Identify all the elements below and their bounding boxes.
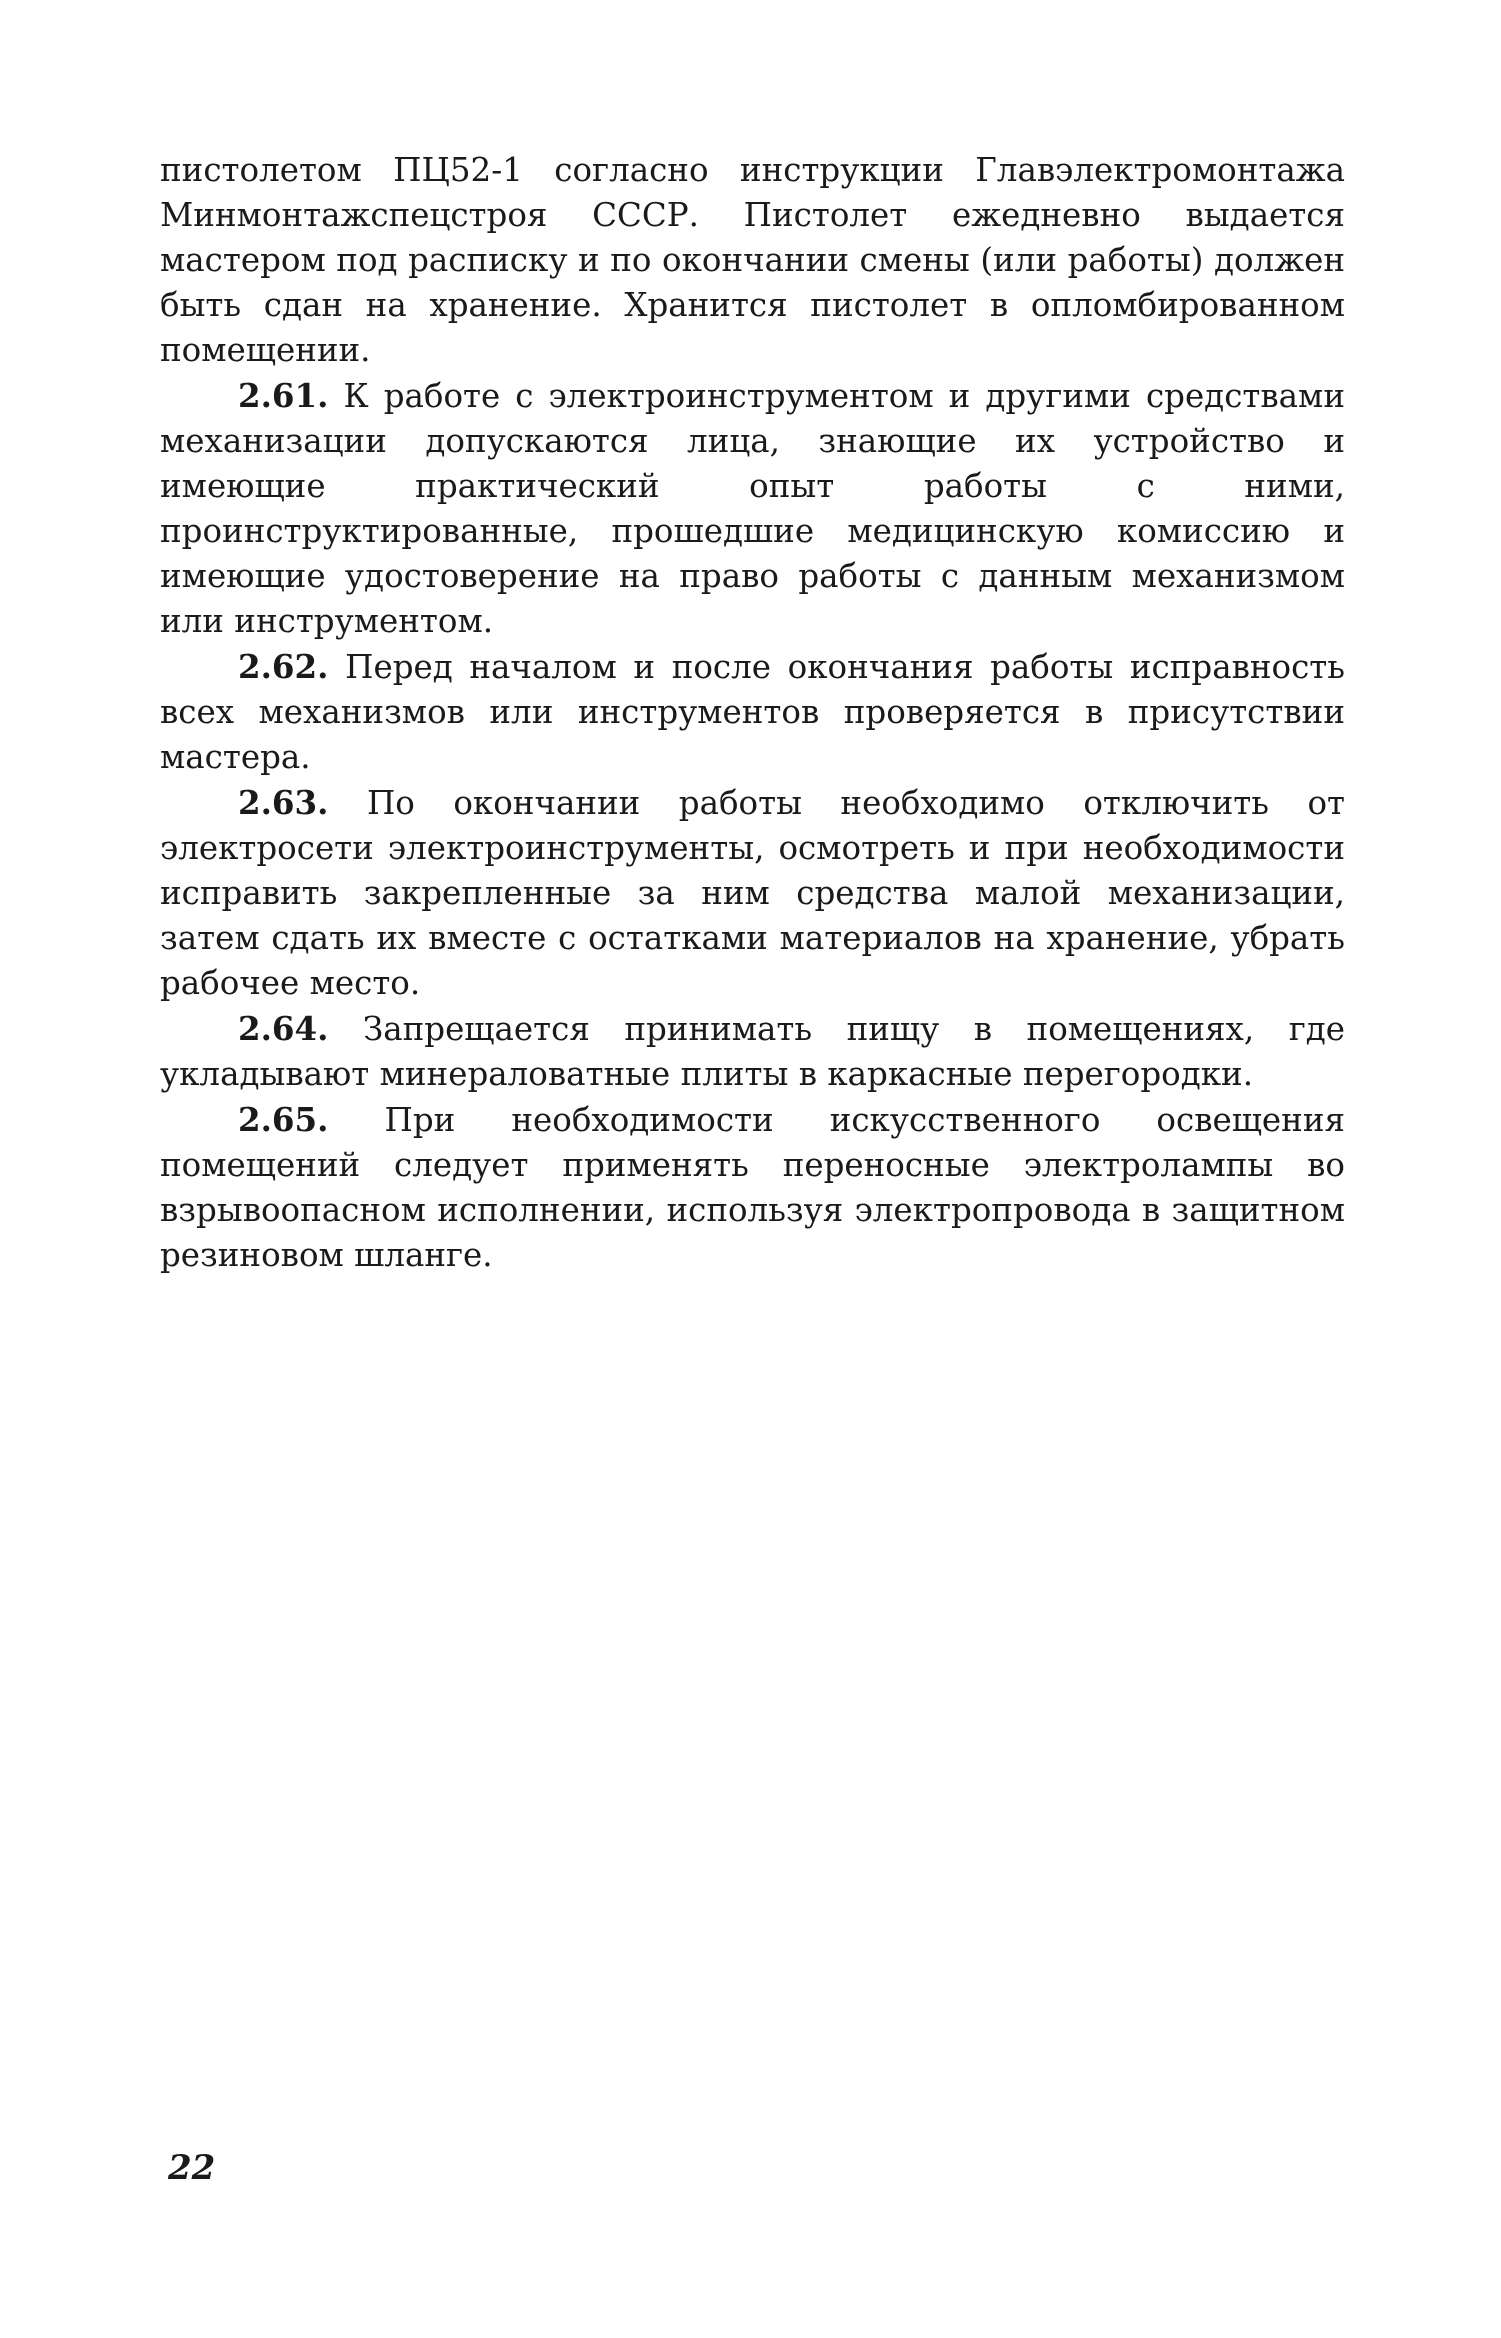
paragraph-text: При необходимости искусственного освещения помещений следует применять переносные электролампы во взрывоопасном исполнении, используя электропровода в защитном резиновом шланге. bbox=[160, 1101, 1345, 1274]
paragraph-2-64 bbox=[160, 1006, 1345, 1097]
paragraph-2-61 bbox=[160, 373, 1345, 644]
paragraph-number: 2.62. bbox=[238, 647, 329, 686]
paragraph-number: 2.65. bbox=[238, 1100, 329, 1139]
page-number: 22 bbox=[168, 2148, 216, 2188]
paragraph-number: 2.61. bbox=[238, 376, 329, 415]
paragraph-text: К работе с электроинструментом и другими средствами механизации допускаются лица, знающие их устройство и имеющие практический опыт работы с ними, проинструктированные, прошедшие медицинскую комиссию и имеющие удостоверение на право работы с данным механизмом или инструментом. bbox=[160, 377, 1345, 640]
paragraph-text: Перед началом и после окончания работы исправность всех механизмов или инструментов проверяется в присутствии мастера. bbox=[160, 648, 1345, 776]
paragraph-number: 2.63. bbox=[238, 783, 329, 822]
paragraph-2-65 bbox=[160, 1097, 1345, 1278]
body-text bbox=[160, 148, 1345, 1278]
paragraph-text: По окончании работы необходимо отключить от электросети электроинструменты, осмотреть и при необходимости исправить закрепленные за ним средства малой механизации, затем сдать их вместе с остатками материалов на хранение, убрать рабочее место. bbox=[160, 784, 1345, 1002]
continuation-paragraph: пистолетом ПЦ52-1 согласно инструкции Главэлектромонтажа Минмонтажспецстроя СССР. Пистолет ежедневно выдается мастером под расписку и по окончании смены (или работы) должен быть сдан на хранение. Хранится пистолет в опломбированном помещении. bbox=[160, 151, 1345, 369]
paragraph-number: 2.64. bbox=[238, 1009, 329, 1048]
paragraph-2-62 bbox=[160, 644, 1345, 780]
paragraph-text: Запрещается принимать пищу в помещениях, где укладывают минераловатные плиты в каркасные перегородки. bbox=[160, 1010, 1345, 1093]
paragraph-2-63 bbox=[160, 780, 1345, 1006]
